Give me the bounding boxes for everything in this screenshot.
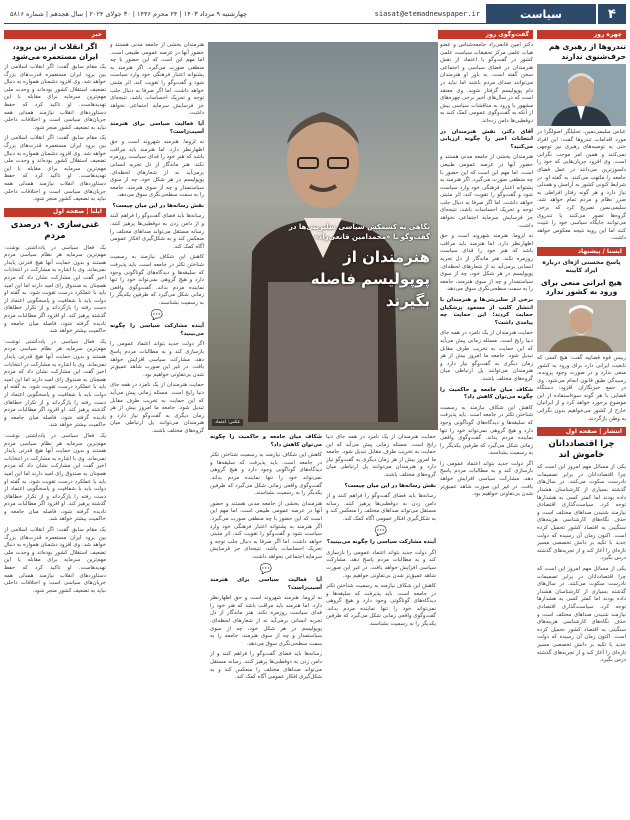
story-body: یکی از مسائل مهم امروز این است که چرا اقتصاددانان در برابر تصمیمات نادرست سکوت می‌کنند. در سال‌های گذشته بسیاری از کارشناسان هشدار داده بودند اما کمتر کسی به هشدارها توجه کرد. سیاست‌گذاری اقتصادی نیازمند شنیدن صداهای مختلف است و حذف نگاه‌های کارشناسی هزینه‌های سنگینی به اقتصاد کشور تحمیل کرده است. اکنون زمان آن رسیده که دولت جدید با تکیه بر دانش تخصصی مسیر تازه‌ای را آغاز کند و از تجربه‌های گذشته درس بگیرد. (537, 464, 626, 562)
interview-answer: هنرمندان بخشی از جامعه مدنی هستند و حضور آنها در عرصه عمومی طبیعی است. اما مهم این است که این حضور با چه منطقی صورت می‌گیرد. اگر هنرمند به پشتوانه اعتبار فرهنگی خود وارد سیاست شود و گفت‌وگو را تقویت کند، اثر مثبتی خواهد داشت. اما اگر صرفا به دنبال جلب توجه و تحریک احساسات باشد، نتیجه‌ای جز فرسایش سرمایه اجتماعی نخواهد داشت. (110, 42, 204, 117)
story-headline[interactable]: هیچ ایرانی منعی برای ورود به کشور ندارد (541, 277, 622, 297)
story-body: یک فعال سیاسی در یادداشتی نوشت: مهم‌ترین سرمایه هر نظام سیاسی مردم هستند و بدون حمایت آنها هیچ قدرتی پایدار نمی‌ماند. وی با اشاره به مشارکت در انتخابات اخیر گفت این مشارکت نشان داد که مردم همچنان به صندوق رای امید دارند اما این امید باید با عملکرد درست تقویت شود. به گفته او دولت باید با شفافیت و پاسخگویی اعتماد از دست رفته را بازگرداند و از تکرار خطاهای گذشته پرهیز کند. او افزود اگر مطالبات مردم نادیده گرفته شود، فاصله میان جامعه و حاکمیت بیشتر خواهد شد. (4, 244, 106, 335)
interview-answer: حمایت هنرمندان از یک نامزد در همه جای دنیا رایج است. مسئله زمانی پیش می‌آید که این حمایت به تخریب طرف مقابل تبدیل شود. جامعه ما امروز بیش از هر زمان دیگری به گفت‌وگو نیاز دارد و هنرمندان می‌توانند پل ارتباطی میان گروه‌های مختلف باشند. (326, 434, 436, 478)
interview-answer: اگر دولت جدید بتواند اعتماد عمومی را بازسازی کند و به مطالبات مردم پاسخ دهد، مشارکت سیاسی افزایش خواهد یافت. در غیر این صورت شاهد عمیق‌تر شدن بی‌تفاوتی خواهیم بود. (440, 460, 533, 498)
interview-answer: نه لزوما. هنرمند شهروند است و حق اظهارنظر دارد. اما هنرمند باید مراقب باشد که هنر خود را فدای سیاست روزمره نکند. هنر ماندگار از دل تجربه انسانی برمی‌آید نه از شعارهای لحظه‌ای. پوپولیسم در هر شکل خود، چه از سوی سیاستمدار و چه از سوی هنرمند، جامعه را به سمت سطحی‌نگری سوق می‌دهد. (440, 233, 533, 293)
section-label: ایسنا / پیشنهاد (537, 247, 626, 256)
story-body: عباس سلیمی‌نمین، تحلیلگر اصولگرا در مورد اقدامات تندروها گفت: این افراد حتی به توصیه‌های رهبری نیز توجهی نمی‌کنند و همین امر موجب نگرانی است. وی افزود جریان‌هایی که خود را دلسوزترین می‌دانند در عمل فضای جامعه را ملتهب می‌کنند. به گفته او، در شرایط کنونی کشور به آرامش و همدلی نیاز دارد و هر گونه رفتار افراطی به ضرر نظام و مردم تمام خواهد شد. سلیمی‌نمین تصریح کرد که برخی گروه‌ها تصور می‌کنند با تندروی می‌توانند جایگاه سیاسی خود را تثبیت کنند اما این رویه نتیجه معکوس خواهد داشت. (537, 129, 626, 242)
interview-column-b (110, 42, 204, 815)
story-body: یک فعال سیاسی در یادداشتی نوشت: مهم‌ترین سرمایه هر نظام سیاسی مردم هستند و بدون حمایت آنها هیچ قدرتی پایدار نمی‌ماند. وی با اشاره به مشارکت در انتخابات اخیر گفت این مشارکت نشان داد که مردم همچنان به صندوق رای امید دارند اما این امید باید با عملکرد درست تقویت شود. به گفته او دولت باید با شفافیت و پاسخگویی اعتماد از دست رفته را بازگرداند و از تکرار خطاهای گذشته پرهیز کند. او افزود اگر مطالبات مردم نادیده گرفته شود، فاصله میان جامعه و حاکمیت بیشتر خواهد شد. (4, 338, 106, 429)
interview-answer: اگر دولت جدید بتواند اعتماد عمومی را بازسازی کند و به مطالبات مردم پاسخ دهد، مشارکت سیاسی افزایش خواهد یافت. در غیر این صورت شاهد عمیق‌تر شدن بی‌تفاوتی خواهیم بود. (110, 341, 204, 378)
interview-column-d (210, 434, 322, 815)
interview-question: آینده مشارکت سیاسی را چگونه می‌بینید؟ (110, 323, 204, 337)
interview-kicker: نگاهی به کشمکش سیاسی سلبریتی‌ها در گفت‌وگو با «محمدامین قانعی‌راد» (288, 223, 430, 241)
portrait-illustration (537, 300, 626, 352)
interview-main-photo (208, 42, 438, 430)
interview-question: آیا فعالیت سیاسی برای هنرمند آسیب‌زاست؟ (210, 577, 322, 591)
section-label: خبر (4, 30, 106, 39)
story-body: رییس قوه قضاییه گفت: هیچ کسی که تابعیت ایرانی دارد برای ورود به کشور منعی ندارد و در صورت وجود پرونده، رسیدگی طبق قانون انجام می‌شود. وی در جمع خبرنگاران افزود: دستگاه قضایی با هر گونه سوءاستفاده از این موضوع برخورد خواهد کرد و از ایرانیان خارج از کشور می‌خواهیم بدون نگرانی به وطن بازگردند. (537, 354, 626, 422)
section-label: ایلنا | صفحه اول (4, 208, 106, 217)
interview-question: نقش رسانه‌ها در این میان چیست؟ (344, 482, 436, 489)
page-header (4, 4, 626, 24)
interview-answer: رسانه‌ها باید فضای گفت‌وگو را فراهم کنند و از دامن زدن به دوقطبی‌ها پرهیز کنند. رسانه مستقل می‌تواند صداهای مختلف را منعکس کند و به شکل‌گیری افکار عمومی آگاه کمک کند. (110, 213, 204, 250)
story-body: یکی از مسائل مهم امروز این است که چرا اقتصاددانان در برابر تصمیمات نادرست سکوت می‌کنند. در سال‌های گذشته بسیاری از کارشناسان هشدار داده بودند اما کمتر کسی به هشدارها توجه کرد. سیاست‌گذاری اقتصادی نیازمند شنیدن صداهای مختلف است و حذف نگاه‌های کارشناسی هزینه‌های سنگینی به اقتصاد کشور تحمیل کرده است. اکنون زمان آن رسیده که دولت جدید با تکیه بر دانش تخصصی مسیر تازه‌ای را آغاز کند و از تجربه‌های گذشته درس بگیرد. (537, 565, 626, 664)
interview-question: آیا فعالیت سیاسی برای هنرمند آسیب‌زاست؟ (110, 120, 204, 135)
section-email[interactable]: siasat@etemadnewspaper.ir (374, 9, 480, 18)
left-column (4, 30, 106, 815)
story-headline[interactable]: اگر انقلاب از بین برود، ایران مستعمره می‌شود (11, 42, 99, 61)
story-body: یک مقام سابق گفت: اگر انقلاب اسلامی از بین برود ایران مستعمره قدرت‌های بزرگ خواهد شد. وی افزود دشمنان همواره به دنبال تضعیف استقلال کشور بوده‌اند و وحدت ملی مهم‌ترین سرمایه برای مقابله با این تهدیدهاست. او تاکید کرد که حفظ دستاوردهای انقلاب نیازمند همدلی همه جریان‌های سیاسی است و اختلافات داخلی نباید به تضعیف کشور منجر شود. (4, 527, 106, 594)
photo-overlay-text (270, 222, 430, 312)
interview-question: شکاف میان جامعه و حاکمیت را چگونه می‌توان کاهش داد؟ (440, 386, 533, 401)
interview-answer: کاهش این شکاف نیازمند به رسمیت شناختن تکثر در جامعه است. باید پذیرفت که سلیقه‌ها و دیدگاه‌های گوناگونی وجود دارد و هیچ گروهی نمی‌تواند خود را تنها نماینده مردم بداند. گفت‌وگوی واقعی زمانی شکل می‌گیرد که طرفین یکدیگر را به رسمیت بشناسند. (440, 404, 533, 457)
interview-column-c (326, 434, 436, 815)
interview-answer: رسانه‌ها باید فضای گفت‌وگو را فراهم کنند و از دامن زدن به دوقطبی‌ها پرهیز کنند. رسانه مستقل می‌تواند صداهای مختلف را منعکس کند و به شکل‌گیری افکار عمومی آگاه کمک کند. (210, 651, 322, 681)
interview-answer: نه لزوما. هنرمند شهروند است و حق اظهارنظر دارد. اما هنرمند باید مراقب باشد که هنر خود را فدای سیاست روزمره نکند. هنر ماندگار از دل تجربه انسانی برمی‌آید نه از شعارهای لحظه‌ای. پوپولیسم در هر شکل خود، چه از سوی سیاستمدار و چه از سوی هنرمند، جامعه را به سمت سطحی‌نگری سوق می‌دهد. (110, 139, 204, 199)
interview-question: آقای دکتر، نقش هنرمندان در انتخابات اخیر را چگونه ارزیابی می‌کنید؟ (440, 128, 533, 150)
interview-question: آینده مشارکت سیاسی را چگونه می‌بینید؟ (326, 539, 436, 546)
interview-label: گفت‌وگوی روز (438, 30, 533, 39)
quote-bubble-icon: 💬 (259, 563, 273, 575)
quote-bubble-icon: 💬 (374, 525, 388, 537)
interview-answer: رسانه‌ها باید فضای گفت‌وگو را فراهم کنند و از دامن زدن به دوقطبی‌ها پرهیز کنند. رسانه مستقل می‌تواند صداهای مختلف را منعکس کند و به شکل‌گیری افکار عمومی آگاه کمک کند. (326, 493, 436, 522)
interview-answer: کاهش این شکاف نیازمند به رسمیت شناختن تکثر در جامعه است. باید پذیرفت که سلیقه‌ها و دیدگاه‌های گوناگونی وجود دارد و هیچ گروهی نمی‌تواند خود را تنها نماینده مردم بداند. گفت‌وگوی واقعی زمانی شکل می‌گیرد که طرفین یکدیگر را به رسمیت بشناسند. (326, 583, 436, 628)
story-kicker: پاسخ محسنی اژه‌ای درباره ایراد کابینه (542, 258, 621, 274)
interview-answer: حمایت هنرمندان از یک نامزد در همه جای دنیا رایج است. مسئله زمانی پیش می‌آید که این حمایت به تخریب طرف مقابل تبدیل شود. جامعه ما امروز بیش از هر زمان دیگری به گفت‌وگو نیاز دارد و هنرمندان می‌توانند پل ارتباطی میان گروه‌های مختلف باشند. (110, 382, 204, 434)
interview-intro: دکتر امین قانعی‌راد جامعه‌شناس و عضو هیات علمی مرکز تحقیقات سیاست علمی کشور در گفت‌وگو با اعتماد از نقش هنرمندان در فضای سیاسی و اجتماعی سخن گفته است. به باور او هنرمندان می‌توانند صدای مردم باشند اما نباید در دام پوپولیسم گرفتار شوند. وی معتقد است که در سال‌های اخیر برخی چهره‌های مشهور با ورود به مناقشات سیاسی بیش از آنکه به گفت‌وگوی عمومی کمک کنند به دوقطبی‌ها دامن زده‌اند. (440, 42, 533, 124)
interview-question: شکاف میان جامعه و حاکمیت را چگونه می‌توان کاهش داد؟ (210, 434, 322, 448)
interview-question: برخی از سلبریتی‌ها و هنرمندان با انتشار کلیپ از مسعود پزشکیان حمایت کردند؛ این حمایت چه پیامدی داشت؟ (440, 297, 533, 326)
section-label: چهره روز (537, 30, 626, 39)
section-title: سیاست (486, 4, 596, 24)
portrait-photo (537, 64, 626, 126)
story-body: یک فعال سیاسی در یادداشتی نوشت: مهم‌ترین سرمایه هر نظام سیاسی مردم هستند و بدون حمایت آنها هیچ قدرتی پایدار نمی‌ماند. وی با اشاره به مشارکت در انتخابات اخیر گفت این مشارکت نشان داد که مردم همچنان به صندوق رای امید دارند اما این امید باید با عملکرد درست تقویت شود. به گفته او دولت باید با شفافیت و پاسخگویی اعتماد از دست رفته را بازگرداند و از تکرار خطاهای گذشته پرهیز کند. او افزود اگر مطالبات مردم نادیده گرفته شود، فاصله میان جامعه و حاکمیت بیشتر خواهد شد. (4, 432, 106, 523)
story-body: یک مقام سابق گفت: اگر انقلاب اسلامی از بین برود ایران مستعمره قدرت‌های بزرگ خواهد شد. وی افزود دشمنان همواره به دنبال تضعیف استقلال کشور بوده‌اند و وحدت ملی مهم‌ترین سرمایه برای مقابله با این تهدیدهاست. او تاکید کرد که حفظ دستاوردهای انقلاب نیازمند همدلی همه جریان‌های سیاسی است و اختلافات داخلی نباید به تضعیف کشور منجر شود. (4, 64, 106, 131)
interview-answer: هنرمندان بخشی از جامعه مدنی هستند و حضور آنها در عرصه عمومی طبیعی است. اما مهم این است که این حضور با چه منطقی صورت می‌گیرد. اگر هنرمند به پشتوانه اعتبار فرهنگی خود وارد سیاست شود و گفت‌وگو را تقویت کند، اثر مثبتی خواهد داشت. اما اگر صرفا به دنبال جلب توجه و تحریک احساسات باشد، نتیجه‌ای جز فرسایش سرمایه اجتماعی نخواهد داشت. (210, 500, 322, 560)
section-label: انتشار | صفحه اول (537, 427, 626, 436)
portrait-illustration (537, 64, 626, 126)
interview-column-a (440, 42, 533, 815)
right-column (537, 30, 626, 815)
interview-answer: کاهش این شکاف نیازمند به رسمیت شناختن تکثر در جامعه است. باید پذیرفت که سلیقه‌ها و دیدگاه‌های گوناگونی وجود دارد و هیچ گروهی نمی‌تواند خود را تنها نماینده مردم بداند. گفت‌وگوی واقعی زمانی شکل می‌گیرد که طرفین یکدیگر را به رسمیت بشناسند. (210, 452, 322, 497)
story-headline[interactable]: تندروها از رهبری هم حرف‌شنوی ندارند (548, 42, 626, 61)
interview-answer: حمایت هنرمندان از یک نامزد در همه جای دنیا رایج است. مسئله زمانی پیش می‌آید که این حمایت به تخریب طرف مقابل تبدیل شود. جامعه ما امروز بیش از هر زمان دیگری به گفت‌وگو نیاز دارد و هنرمندان می‌توانند پل ارتباطی میان گروه‌های مختلف باشند. (440, 330, 533, 382)
story-headline[interactable]: چرا اقتصاددانان خاموش اند (548, 439, 615, 461)
page-number: ۴ (598, 4, 626, 24)
interview-answer: نه لزوما. هنرمند شهروند است و حق اظهارنظر دارد. اما هنرمند باید مراقب باشد که هنر خود را فدای سیاست روزمره نکند. هنر ماندگار از دل تجربه انسانی برمی‌آید نه از شعارهای لحظه‌ای. پوپولیسم در هر شکل خود، چه از سوی سیاستمدار و چه از سوی هنرمند، جامعه را به سمت سطحی‌نگری سوق می‌دهد. (210, 595, 322, 647)
story-headline[interactable]: غنی‌سازی ۹۰ درصدی مردم (10, 219, 100, 241)
interview-headline[interactable]: هنرمندان از پوپولیسم فاصله بگیرند (310, 248, 430, 310)
header-info-bar (4, 4, 486, 24)
interview-answer: اگر دولت جدید بتواند اعتماد عمومی را بازسازی کند و به مطالبات مردم پاسخ دهد، مشارکت سیاسی افزایش خواهد یافت. در غیر این صورت شاهد عمیق‌تر شدن بی‌تفاوتی خواهیم بود. (326, 549, 436, 579)
story-body: یک مقام سابق گفت: اگر انقلاب اسلامی از بین برود ایران مستعمره قدرت‌های بزرگ خواهد شد. وی افزود دشمنان همواره به دنبال تضعیف استقلال کشور بوده‌اند و وحدت ملی مهم‌ترین سرمایه برای مقابله با این تهدیدهاست. او تاکید کرد که حفظ دستاوردهای انقلاب نیازمند همدلی همه جریان‌های سیاسی است و اختلافات داخلی نباید به تضعیف کشور منجر شود. (4, 135, 106, 203)
issue-date-line: چهارشنبه ۹ مرداد ۱۴۰۳ | ۲۴ محرم ۱۴۴۶ | ۳۰ جولای ۲۰۲۴ | سال هجدهم | شماره ۵۸۱۶ (10, 9, 248, 18)
interview-question: نقش رسانه‌ها در این میان چیست؟ (112, 202, 204, 209)
interview-answer: کاهش این شکاف نیازمند به رسمیت شناختن تکثر در جامعه است. باید پذیرفت که سلیقه‌ها و دیدگاه‌های گوناگونی وجود دارد و هیچ گروهی نمی‌تواند خود را تنها نماینده مردم بداند. گفت‌وگوی واقعی زمانی شکل می‌گیرد که طرفین یکدیگر را به رسمیت بشناسند. (110, 254, 204, 306)
portrait-photo (537, 300, 626, 352)
interview-answer: هنرمندان بخشی از جامعه مدنی هستند و حضور آنها در عرصه عمومی طبیعی است. اما مهم این است که این حضور با چه منطقی صورت می‌گیرد. اگر هنرمند به پشتوانه اعتبار فرهنگی خود وارد سیاست شود و گفت‌وگو را تقویت کند، اثر مثبتی خواهد داشت. اما اگر صرفا به دنبال جلب توجه و تحریک احساسات باشد، نتیجه‌ای جز فرسایش سرمایه اجتماعی نخواهد داشت. (440, 154, 533, 229)
photo-credit: عکس: اعتماد (212, 419, 243, 426)
quote-bubble-icon: 💬 (150, 309, 164, 321)
